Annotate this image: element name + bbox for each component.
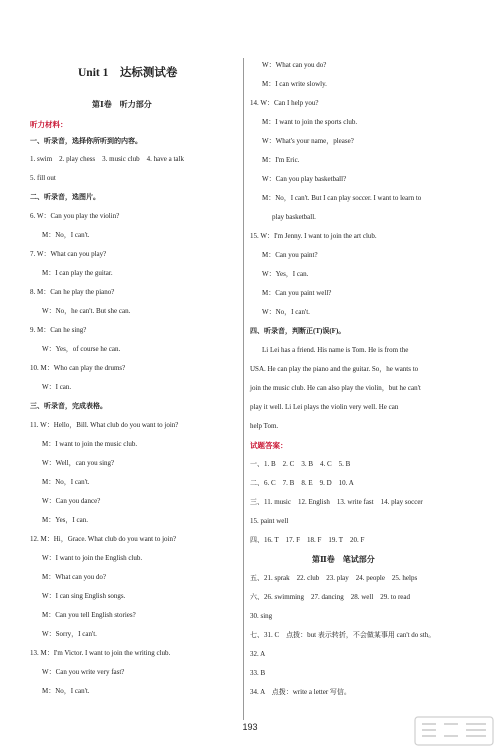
left-line-1: 听力材料： [30,120,68,129]
left-line-24: W：I want to join the English club. [42,554,143,562]
left-line-29: 13. M：I'm Victor. I want to join the writing club. [30,649,171,657]
right-line-30: 七、31. C 点拨：but 表示转折，不会做某事用 can't do sth。 [250,631,436,639]
right-line-23: 三、11. music 12. English 13. write fast 14. play soccer [250,498,423,506]
page-title: Unit 1 达标测试卷 [78,67,178,79]
right-line-13: W：No，I can't. [262,308,310,316]
left-line-26: W：I can sing English songs. [42,592,126,600]
left-line-11: W：No，he can't. But she can. [42,307,131,315]
column-divider [243,58,244,720]
left-line-9: M：I can play the guitar. [42,269,113,277]
left-line-20: M：No，I can't. [42,478,90,486]
right-line-33: 34. A 点拨：write a letter 写信。 [250,688,351,696]
right-line-10: M：Can you paint? [262,251,318,259]
right-line-2: 14. W：Can I help you? [250,99,319,107]
left-line-5: 二、听录音，选图片。 [30,193,100,201]
right-line-25: 四、16. T 17. F 18. F 19. T 20. F [250,536,365,544]
left-line-3: 1. swim 2. play chess 3. music club 4. have a talk [30,155,184,163]
left-line-13: W：Yes，of course he can. [42,345,121,353]
right-line-9: 15. W：I'm Jenny. I want to join the art club. [250,232,377,240]
left-line-10: 8. M：Can he play the piano? [30,288,115,296]
right-line-5: M：I'm Eric. [262,156,300,164]
right-line-26: 第Ⅱ卷 笔试部分 [312,555,375,564]
watermark-logo [414,714,494,748]
right-line-4: W：What's your name，please? [262,137,354,145]
page-number: 193 [242,722,258,732]
right-line-27: 五、21. sprak 22. club 23. play 24. people 25. helps [250,574,418,582]
right-line-29: 30. sing [250,612,273,620]
left-line-0: 第Ⅰ卷 听力部分 [92,100,152,109]
left-line-30: W：Can you write very fast? [42,668,125,676]
right-line-21: 一、1. B 2. C 3. B 4. C 5. B [250,460,351,468]
right-line-18: play it well. Li Lei plays the violin very well. He can [250,403,399,411]
left-line-18: M：I want to join the music club. [42,440,138,448]
left-line-7: M：No，I can't. [42,231,90,239]
left-line-22: M：Yes，I can. [42,516,88,524]
right-line-11: W：Yes，I can. [262,270,309,278]
right-line-8: play basketball. [272,213,316,221]
right-line-3: M：I want to join the sports club. [262,118,358,126]
right-line-14: 四、听录音，判断正(T)误(F)。 [250,327,346,335]
left-line-16: 三、听录音，完成表格。 [30,402,107,410]
left-line-23: 12. M：Hi，Grace. What club do you want to join? [30,535,177,543]
left-line-28: W：Sorry，I can't. [42,630,97,638]
left-line-31: M：No，I can't. [42,687,90,695]
right-line-22: 二、6. C 7. B 8. E 9. D 10. A [250,479,354,487]
right-line-16: USA. He can play the piano and the guitar. So，he wants to [250,365,419,373]
right-line-12: M：Can you paint well? [262,289,332,297]
right-line-28: 六、26. swimming 27. dancing 28. well 29. to read [250,593,411,601]
left-line-27: M：Can you tell English stories? [42,611,136,619]
left-line-4: 5. fill out [30,174,56,182]
left-line-17: 11. W：Hello，Bill. What club do you want to join? [30,421,179,429]
right-line-6: W：Can you play basketball? [262,175,347,183]
right-line-17: join the music club. He can also play the violin，but he can't [250,384,421,392]
right-line-24: 15. paint well [250,517,289,525]
right-line-32: 33. B [250,669,266,677]
right-line-0: W：What can you do? [262,61,327,69]
left-line-12: 9. M：Can he sing? [30,326,87,334]
left-line-2: 一、听录音，选择你所听到的内容。 [30,137,142,145]
left-line-6: 6. W：Can you play the violin? [30,212,120,220]
right-line-7: M：No，I can't. But I can play soccer. I want to learn to [262,194,422,202]
left-line-14: 10. M：Who can play the drums? [30,364,126,372]
left-line-8: 7. W：What can you play? [30,250,107,258]
right-line-31: 32. A [250,650,266,658]
right-line-1: M：I can write slowly. [262,80,327,88]
right-line-19: help Tom. [250,422,279,430]
left-line-25: M：What can you do? [42,573,106,581]
left-line-19: W：Well，can you sing? [42,459,115,467]
right-line-20: 试题答案： [250,441,288,450]
left-line-21: W：Can you dance? [42,497,101,505]
right-line-15: Li Lei has a friend. His name is Tom. He is from the [262,346,409,354]
left-line-15: W：I can. [42,383,72,391]
